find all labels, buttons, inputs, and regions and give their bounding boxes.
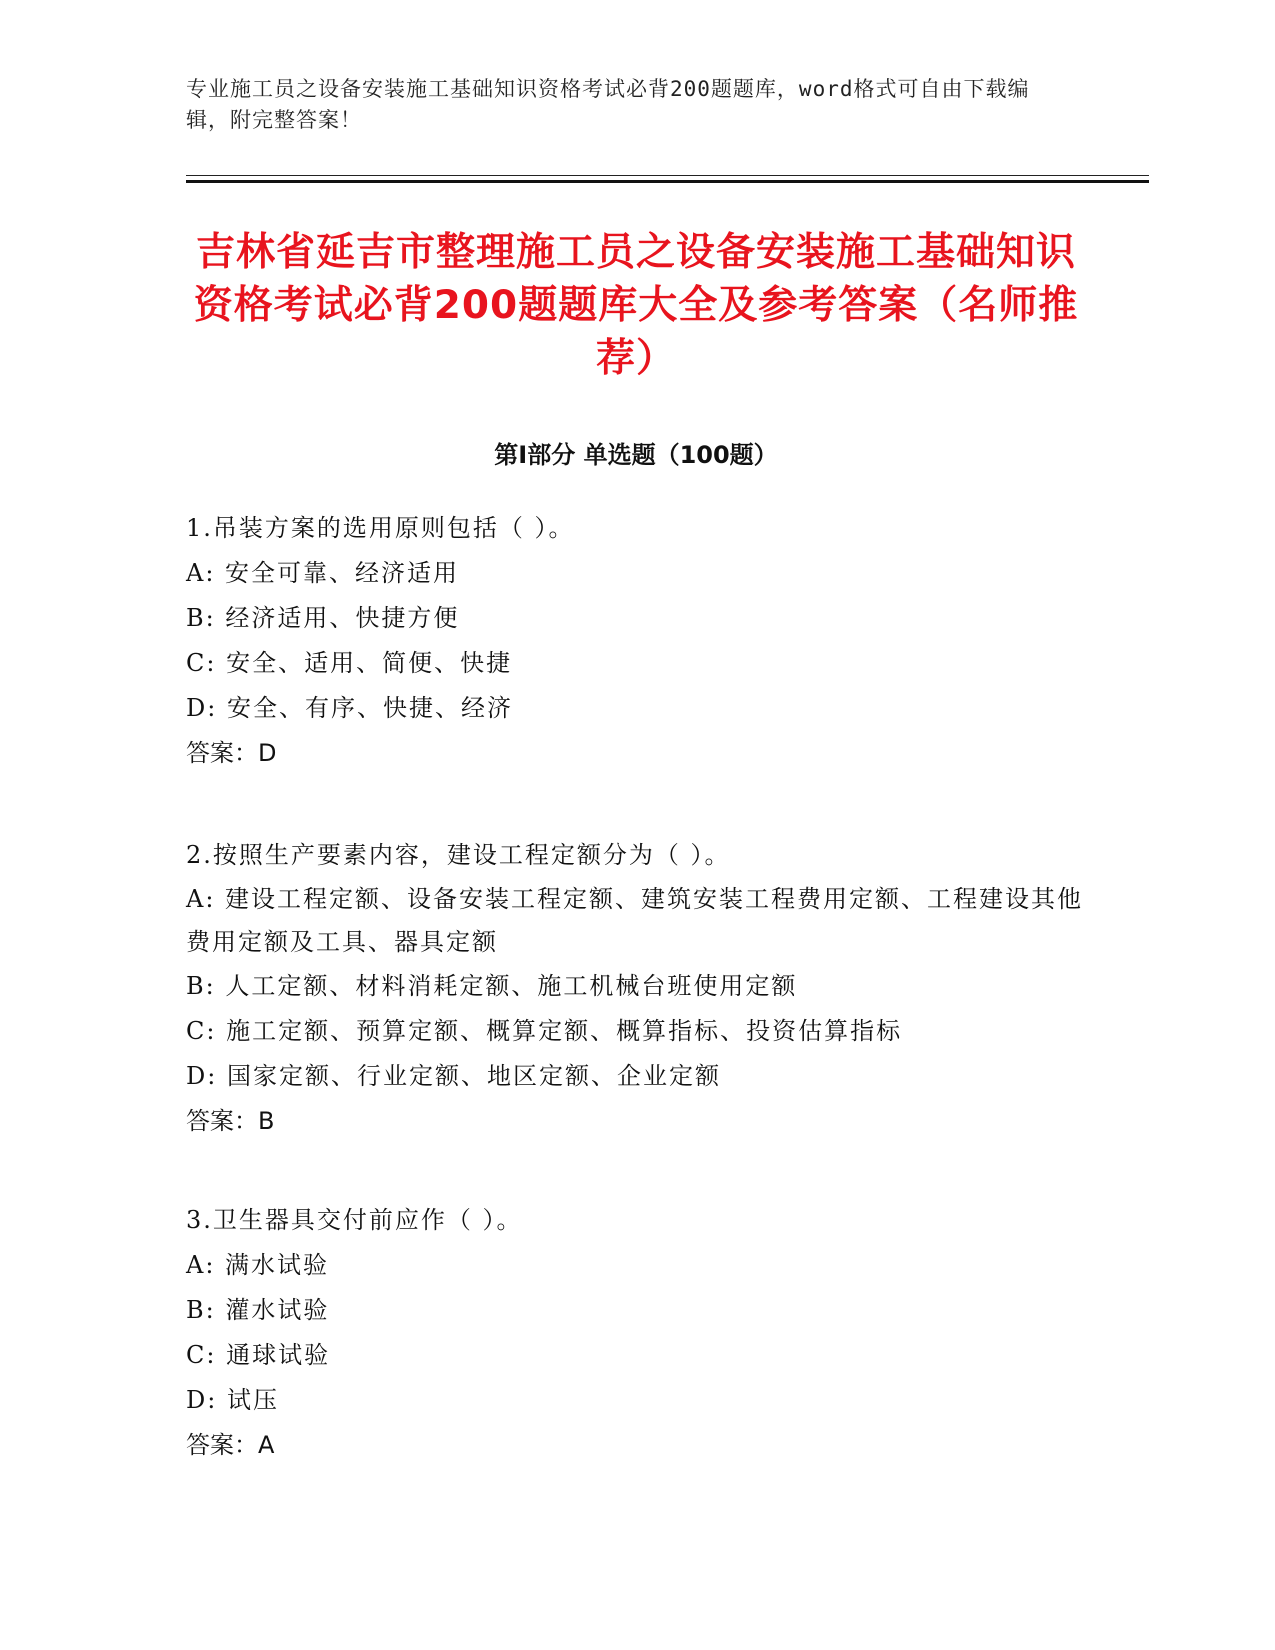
option-d: D: 安全、有序、快捷、经济 xyxy=(186,694,513,722)
answer: 答案：A xyxy=(186,1431,275,1459)
question-stem: 3.卫生器具交付前应作（ ）。 xyxy=(186,1206,523,1234)
section-heading: 第I部分 单选题（100题） xyxy=(494,441,778,469)
option-b: B: 经济适用、快捷方便 xyxy=(186,604,460,632)
question-1 xyxy=(186,506,1086,776)
header-rule-thick xyxy=(186,180,1149,183)
answer: 答案：B xyxy=(186,1107,275,1135)
option-c: C: 施工定额、预算定额、概算定额、概算指标、投资估算指标 xyxy=(186,1017,903,1045)
question-stem: 2.按照生产要素内容，建设工程定额分为（ ）。 xyxy=(186,841,731,869)
header-note: 专业施工员之设备安装施工基础知识资格考试必背200题题库，word格式可自由下载编辑，附完整答案！ xyxy=(186,77,1030,132)
question-3 xyxy=(186,1198,1086,1468)
option-a: A: 满水试验 xyxy=(186,1251,330,1279)
question-stem: 1.吊装方案的选用原则包括（ ）。 xyxy=(186,514,575,542)
option-c: C: 安全、适用、简便、快捷 xyxy=(186,649,513,677)
option-d: D: 国家定额、行业定额、地区定额、企业定额 xyxy=(186,1062,721,1090)
option-d: D: 试压 xyxy=(186,1386,279,1414)
option-b: B: 灌水试验 xyxy=(186,1296,330,1324)
question-2 xyxy=(186,833,1086,1144)
option-b: B: 人工定额、材料消耗定额、施工机械台班使用定额 xyxy=(186,972,798,1000)
header-rule-thin xyxy=(186,175,1149,176)
option-a: A: 安全可靠、经济适用 xyxy=(186,559,460,587)
option-a: A: 建设工程定额、设备安装工程定额、建筑安装工程费用定额、工程建设其他费用定额及工具、器具定额 xyxy=(186,885,1084,956)
document-title: 吉林省延吉市整理施工员之设备安装施工基础知识资格考试必背200题题库大全及参考答案（名师推荐） xyxy=(193,230,1079,381)
option-c: C: 通球试验 xyxy=(186,1341,331,1369)
answer: 答案：D xyxy=(186,739,277,767)
